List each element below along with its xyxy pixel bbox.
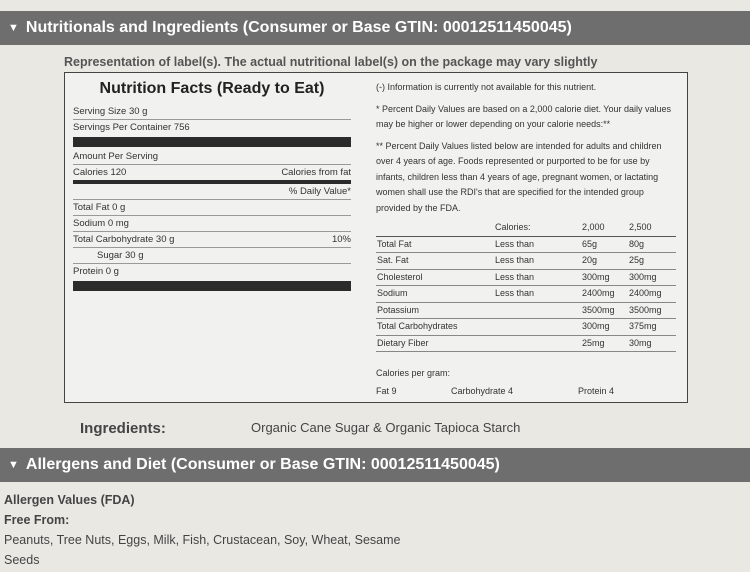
dv-cell: Cholesterol — [376, 269, 494, 286]
dv-cell: 2400mg — [581, 286, 628, 303]
nutrition-facts-panel — [73, 77, 351, 293]
sugar: Sugar 30 g — [97, 250, 144, 261]
ingredients-label: Ingredients: — [80, 420, 166, 437]
calories: Calories 120 — [73, 167, 127, 178]
servings-per-container: Servings Per Container 756 — [73, 122, 190, 133]
nutritionals-section-title: Nutritionals and Ingredients (Consumer or Base GTIN: 00012511450045) — [25, 19, 572, 36]
calories-per-gram — [376, 366, 676, 399]
calories-per-gram-values — [376, 384, 676, 400]
allergen-info — [4, 490, 424, 570]
total-fat: Total Fat 0 g — [73, 202, 126, 213]
dv-cell — [494, 319, 581, 336]
dv-cell: 65g — [581, 236, 628, 253]
sodium: Sodium 0 mg — [73, 218, 129, 229]
dv-cell: Less than — [494, 253, 581, 270]
dv-cell: 300mg — [581, 269, 628, 286]
sugar-row — [73, 248, 351, 264]
total-carb: Total Carbohydrate 30 g — [73, 234, 175, 245]
cpg-carb: Carbohydrate 4 — [451, 385, 514, 396]
serving-size-row — [73, 104, 351, 120]
dv-table-header — [376, 220, 676, 236]
free-from-label: Free From: — [4, 513, 70, 527]
dv-cell: 300mg — [581, 319, 628, 336]
sodium-row — [73, 216, 351, 232]
pdv-note-2: ** Percent Daily Values listed below are intended for adults and children over 4 years of age. Foods represented or purported to be for use by infants, children less than 4 years of age, pregnant women, or lactating women shall use the RDI's that are specified for the intended group provided by the FDA. — [376, 140, 662, 213]
dv-cell — [494, 302, 581, 319]
dv-cell: Total Carbohydrates — [376, 319, 494, 336]
free-from-list: Peanuts, Tree Nuts, Eggs, Milk, Fish, Crustacean, Soy, Wheat, Sesame Seeds — [4, 533, 401, 567]
dv-cell: Potassium — [376, 302, 494, 319]
dv-cell: Less than — [494, 286, 581, 303]
calories-row — [73, 165, 351, 180]
dv-cell: 25g — [628, 253, 676, 270]
total-carb-dv: 10% — [331, 234, 351, 245]
dv-cell: Sodium — [376, 286, 494, 303]
pdv-note-1: * Percent Daily Values are based on a 2,000 calorie diet. Your daily values may be higher or lower depending on your calorie needs:** — [376, 103, 672, 129]
dv-cell: 25mg — [581, 335, 628, 352]
servings-per-container-row — [73, 120, 351, 135]
calories-per-gram-title: Calories per gram: — [376, 368, 451, 378]
dv-cell: Less than — [494, 236, 581, 253]
table-row — [376, 286, 676, 303]
bottom-thick-divider — [73, 281, 351, 291]
daily-value-header-row — [73, 184, 351, 200]
collapse-triangle-icon: ▼ — [8, 22, 19, 34]
dv-cell: 20g — [581, 253, 628, 270]
dv-cell: Total Fat — [376, 236, 494, 253]
cpg-protein: Protein 4 — [578, 385, 615, 396]
dv-cell — [494, 335, 581, 352]
protein: Protein 0 g — [73, 266, 119, 277]
dv-cell: Dietary Fiber — [376, 335, 494, 352]
daily-values-table — [376, 220, 676, 352]
allergens-section-title: Allergens and Diet (Consumer or Base GTIN: 00012511450045) — [25, 456, 500, 473]
label-representation-note: Representation of label(s). The actual nutritional label(s) on the package may vary slightly — [64, 55, 598, 69]
dv-head-cell: 2,500 — [628, 220, 676, 236]
table-row — [376, 335, 676, 352]
total-carb-row — [73, 232, 351, 248]
daily-value-header: % Daily Value* — [288, 186, 351, 197]
dv-cell: Sat. Fat — [376, 253, 494, 270]
protein-row — [73, 264, 351, 279]
dv-head-cell — [376, 220, 494, 236]
amount-per-serving: Amount Per Serving — [73, 151, 159, 162]
cpg-fat: Fat 9 — [376, 385, 397, 396]
calories-from-fat: Calories from fat — [281, 167, 351, 178]
dv-cell: 375mg — [628, 319, 676, 336]
allergens-section-header[interactable] — [0, 448, 750, 482]
dv-head-cell: 2,000 — [581, 220, 628, 236]
collapse-triangle-icon: ▼ — [8, 459, 19, 471]
table-row — [376, 319, 676, 336]
serving-size: Serving Size 30 g — [73, 106, 148, 117]
total-fat-row — [73, 200, 351, 216]
allergen-values-label: Allergen Values (FDA) — [4, 493, 135, 507]
dv-cell: 30mg — [628, 335, 676, 352]
dv-head-cell: Calories: — [494, 220, 581, 236]
nutrition-notes — [376, 80, 676, 399]
dv-cell: 3500mg — [628, 302, 676, 319]
dv-cell: 2400mg — [628, 286, 676, 303]
nutritionals-section-header[interactable] — [0, 11, 750, 45]
amount-per-serving-row — [73, 149, 351, 165]
dv-cell: 80g — [628, 236, 676, 253]
info-na-note: (-) Information is currently not available for this nutrient. — [376, 82, 597, 92]
table-row — [376, 302, 676, 319]
dv-cell: Less than — [494, 269, 581, 286]
thick-divider — [73, 137, 351, 147]
nutrition-facts-title: Nutrition Facts (Ready to Eat) — [99, 80, 325, 97]
dv-cell: 3500mg — [581, 302, 628, 319]
table-row — [376, 253, 676, 270]
ingredients-value: Organic Cane Sugar & Organic Tapioca Starch — [251, 420, 521, 435]
dv-cell: 300mg — [628, 269, 676, 286]
table-row — [376, 269, 676, 286]
table-row — [376, 236, 676, 253]
nutrition-label-panel — [64, 72, 688, 403]
